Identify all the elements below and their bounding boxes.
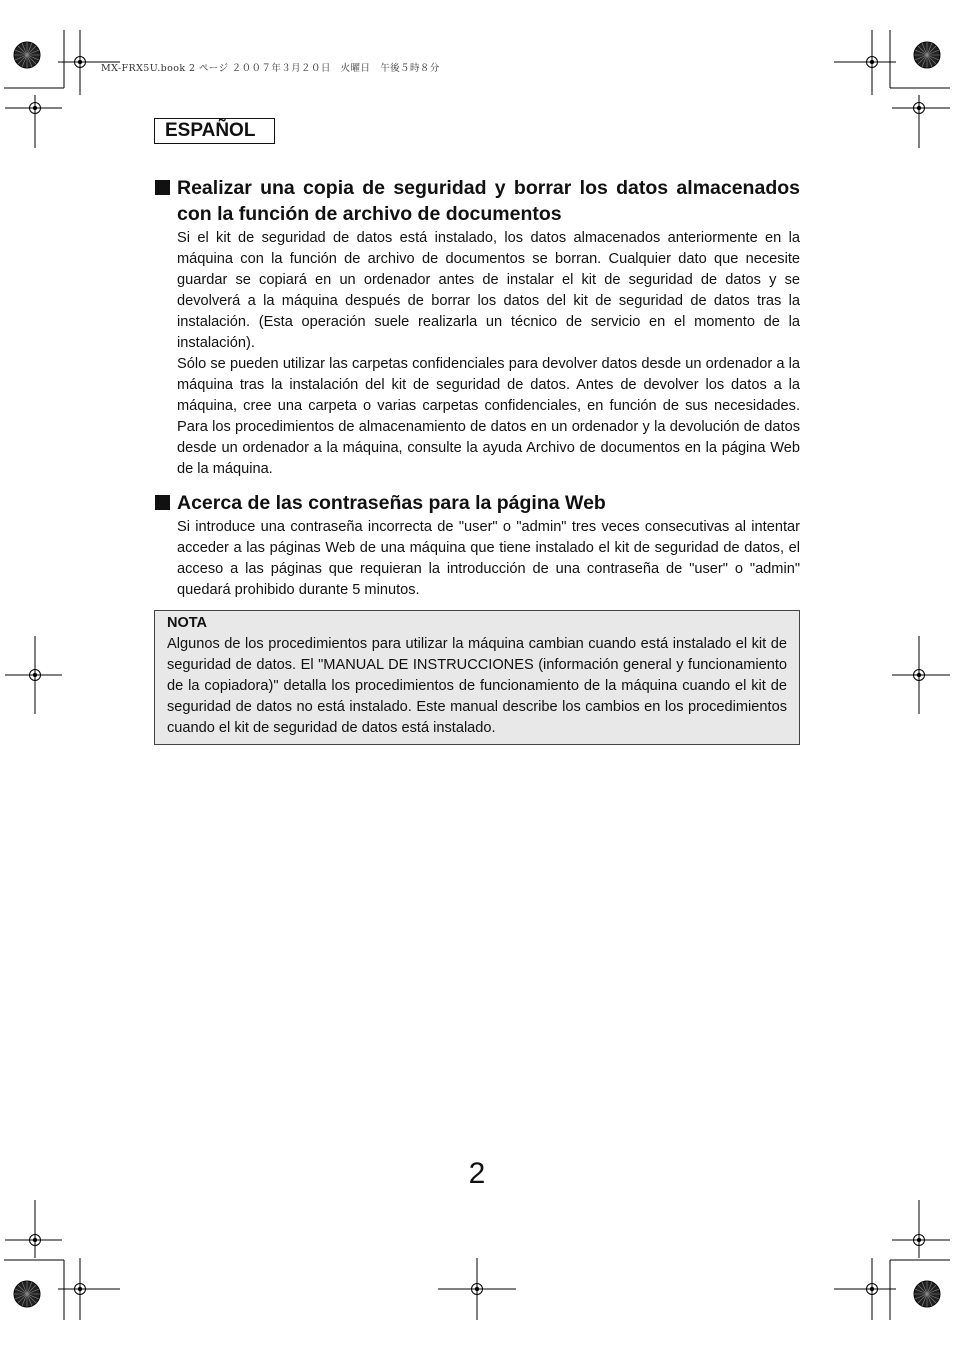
body-paragraph: Sólo se pueden utilizar las carpetas confidenciales para devolver datos desde un ordenador a la máquina tras la instalación del kit de seguridad de datos. Antes de devolver los datos a la máquina, cree una carpeta o varias carpetas confidenciales, en función de sus necesidades. Para los procedimientos de almacenamiento de datos en un ordenador y la devolución de datos desde un ordenador a la máquina, consulte la ayuda Archivo de documentos en la página Web de la máquina. — [177, 356, 800, 477]
starburst-mark-top-right — [914, 42, 940, 68]
section-backup — [154, 175, 800, 480]
section-heading-text: Realizar una copia de seguridad y borrar los datos almacenados con la función de archivo de documentos — [177, 177, 800, 225]
note-text: Algunos de los procedimientos para utilizar la máquina cambian cuando está instalado el kit de seguridad de datos. El "MANUAL DE INSTRUCCIONES (información general y funcionamiento de la copiadora)" detalla los procedimientos de funcionamiento de la máquina cuando el kit de seguridad de datos no está instalado. Este manual describe los cambios en los procedimientos cuando el kit de seguridad de datos está instalado. — [167, 636, 787, 736]
section-heading — [154, 175, 800, 227]
section-heading — [154, 490, 800, 516]
body-paragraph: Si el kit de seguridad de datos está instalado, los datos almacenados anteriormente en la máquina con la función de archivo de documentos se borran. Cualquier dato que necesite guardar se copiará en un ordenador antes de instalar el kit de seguridad de datos y se devolverá a la máquina después de borrar los datos del kit de seguridad de datos tras la instalación. (Esta operación suele realizarla un técnico de servicio en el momento de la instalación). — [177, 230, 800, 351]
starburst-mark-bottom-left — [14, 1281, 40, 1307]
starburst-mark-bottom-right — [914, 1281, 940, 1307]
page-number: 2 — [468, 1157, 486, 1190]
note-label: NOTA — [167, 615, 208, 631]
body-paragraph: Si introduce una contraseña incorrecta de "user" o "admin" tres veces consecutivas al intentar acceder a las páginas Web de una máquina que tiene instalado el kit de seguridad de datos, el acceso a las páginas que requieran la introducción de una contraseña de "user" o "admin" quedará prohibido durante 5 minutos. — [177, 519, 800, 598]
square-bullet-icon — [155, 180, 170, 195]
square-bullet-icon — [155, 495, 170, 510]
starburst-mark-top-left — [14, 42, 40, 68]
main-content — [154, 175, 800, 745]
language-tab: ESPAÑOL — [154, 118, 275, 144]
section-web-passwords — [154, 490, 800, 601]
note-box — [154, 610, 800, 745]
print-file-header: MX-FRX5U.book 2 ページ ２００７年３月２０日 火曜日 午後５時８分 — [101, 63, 440, 74]
section-heading-text: Acerca de las contraseñas para la página Web — [177, 492, 606, 514]
